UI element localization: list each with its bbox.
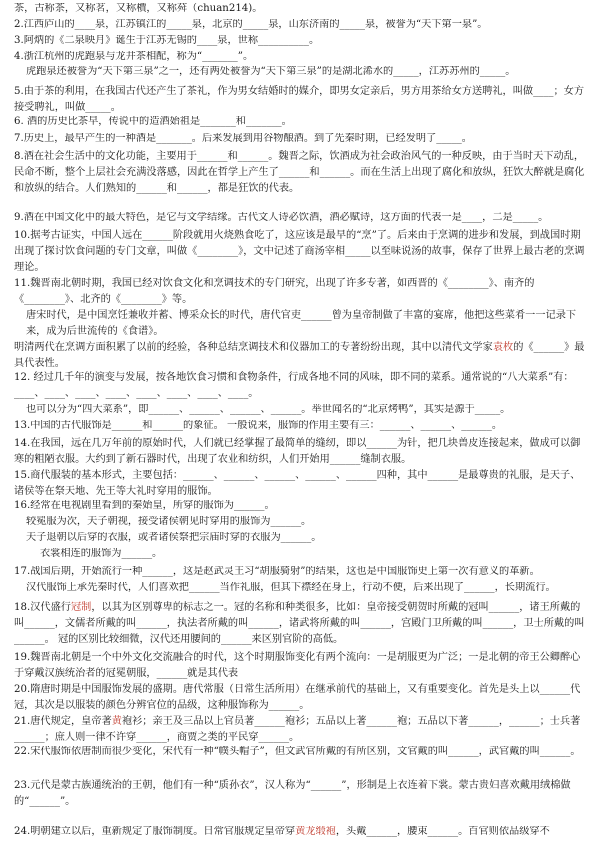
text-line: 5.由于茶的利用，在我国古代还产生了茶礼，作为男女结婚时的媒介，即男女定亲后，男方用茶给女方送聘礼，叫做____；女方接受聘礼，叫做_____。 [14,86,585,113]
text-line: 13.中国的古代服饰是______和______的象征。 一般说来，服饰的作用主要有三：______、______、______。 [14,420,503,431]
text-line: 3.阿炳的《二泉映月》诞生于江苏无锡的____泉，世称__________。 [14,35,320,46]
text-line: 12. 经过几千年的演变与发展，按各地饮食习惯和食物条件，行成各地不同的风味，即不同的菜系。通常说的“八大菜系”有：____、____、____、____、____、____、____、____。 [14,372,574,399]
text-line: 唐宋时代，是中国烹饪兼收并蓄、博采众长的时代，唐代官吏______曾为皇帝制做了丰富的宴席，他把这些菜肴一一记录下来，成为后世流传的《食谱》。 [26,310,577,337]
text-line: 也可以分为“四大菜系”，即______、______、______、______。举世闻名的“北京烤鸭”，其实是源于_____。 [26,404,511,415]
text-line: 较冕服为次，天子朝视，接受诸侯朝见时穿用的服饰为______。 [26,516,312,527]
text-line: 8.酒在社会生活中的文化功能，主要用于______和______。魏晋之际，饮酒成为社会政治风气的一种反映，由于当时天下动乱，民命不断，整个上层社会充满没落感，因此在哲学上产生了______和______。而在生活上出现了腐化和放纵，狂饮大醉就是腐化和放纵的结合。人们熟知的______和______，都是狂饮的代表。 [14,151,585,194]
text-line: 11.魏晋南北朝时期，我国已经对饮食文化和烹调技术的专门研究，出现了许多专著，如西晋的《________》、南齐的《________》、北齐的《________》等。 [14,278,535,305]
text-line: 汉代服饰上承先秦时代，人们喜欢把______当作礼服，但其下襟经在身上，行动不便，后来出现了______，长期流行。 [26,582,556,593]
text-line: 22.宋代服饰依唐制而很少变化，宋代有一种“幞头帽子”，但文武官所戴的有所区别，文官戴的叫______，武官戴的叫______。 [14,746,581,757]
text-line: 20.隋唐时期是中国服饰发展的盛期。唐代常服（日常生活所用）在继承前代的基础上，又有重要变化。首先是头上以______代冠，其次是以服装的颜色分辨官位的品级，这种服饰称为______。 [14,684,581,711]
text-line: 18.汉代盛行冠制，以其为区别尊卑的标志之一。冠的名称和种类很多，比如：皇帝接受朝贺时所戴的冠叫______，诸王所戴的叫______，文儒者所戴的叫______，执法者所戴的叫______，诸武将所戴的叫______，宫殿门卫所戴的叫______，卫士所戴的叫______。 冠的区别比较细微，汉代还用腰间的______来区别官阶的高低。 [14,602,585,645]
text-line: 15.商代服装的基本形式，主要包括：______、______、______、______、______四种，其中______是最尊贵的礼服，是天子、诸侯等在祭天地、先王等大礼时穿用的服饰。 [14,470,581,497]
text-line: 茶，古称茶，又称茗，又称檟，又称荈（chuan214)。 [14,3,263,14]
text-line: 23.元代是蒙古族通统治的王朝，他们有一种“质孙衣”，汉人称为“______”，形制是上衣连着下裳。蒙古贵妇喜欢戴用绒棉做的“______”。 [14,780,571,807]
text-line: 19.魏晋南北朝是一个中外文化交流融合的时代，这个时期服饰变化有两个流向：一是胡服更为广泛；一是北朝的帝王公卿醉心于穿戴汉族统治者的冠冕朝服，______就是其代表 [14,652,581,679]
text-line: 21.唐代规定，皇帝著黄袍衫；亲王及三品以上官员著______袍衫；五品以上著______袍；五品以下著______，______；士兵著______；庶人则一律不许穿______，商贾之类的平民穿______。 [14,716,581,743]
text-line: 10.据考古证实，中国人远在______阶段就用火烧熟食吃了，这应该是最早的“烹”了。后来由于烹调的进步和发展，到战国时期出现了探讨饮食问题的专门文章，叫做《________》，文中记述了商汤宰相_____以至味说汤的故事，保存了世界上最古老的烹调理论。 [14,230,585,273]
text-line: 明清两代在烹调方面积累了以前的经验，各种总结烹调技术和仪器加工的专著纷纷出现，其中以清代文学家袁枚的《______》最具代表性。 [14,342,585,369]
highlight-text: 黄 [111,716,122,727]
text-line: 2.江西庐山的____泉，江苏镇江的_____泉，北京的_____泉，山东济南的_____泉，被誉为“天下第一泉”。 [14,19,488,30]
text-line: 4.浙江杭州的虎跑泉与龙井茶相配，称为“_______”。 [14,51,254,62]
highlight-text: 黄龙缎袍 [295,826,336,837]
text-line: 16.经常在电视剧里看到的秦始皇，所穿的服饰为______。 [14,500,275,511]
text-line: 9.酒在中国文化中的最大特色，是它与文学结缘。古代文人诗必饮酒，酒必赋诗，这方面的代表一是____，二是_____。 [14,212,549,223]
text-line: 衣裳相连的服饰为______。 [40,548,163,559]
text-line: 7.历史上，最早产生的一种酒是_______。后来发展到用谷物酿酒。到了先秦时期，已经发明了_____。 [14,133,472,144]
text-line: 17.战国后期，开始流行一种______，这是赵武灵王习“胡服骑射”的结果，这也是中国服饰史上第一次有意义的革新。 [14,566,540,577]
text-line: 24.明朝建立以后，重新规定了服饰制度。日常官服规定皇帝穿黄龙缎袍，头戴______，腰束______。百官则依品级穿不 [14,826,550,837]
text-line: 14.在我国，远在几万年前的原始时代，人们就已经掌握了最简单的缝纫，即以______为针，把几块兽皮连接起来，做成可以御寒的粗陋衣服。大约到了新石器时代，出现了农业和纺织，人们开始用______缝制衣服。 [14,438,581,465]
highlight-text: 冠制 [70,602,92,613]
text-line: 6. 酒的历史比茶早，传说中的造酒始祖是_______和_______。 [14,116,292,127]
text-line: 天子退朝以后穿的衣服，或者诸侯祭把宗庙时穿的衣服为______。 [26,532,322,543]
highlight-text: 袁枚 [492,342,514,353]
text-line: 虎跑泉还被誉为“天下第三泉”之一，还有两处被誉为“天下第三泉”的是湖北浠水的_____，江苏苏州的_____。 [26,66,516,77]
